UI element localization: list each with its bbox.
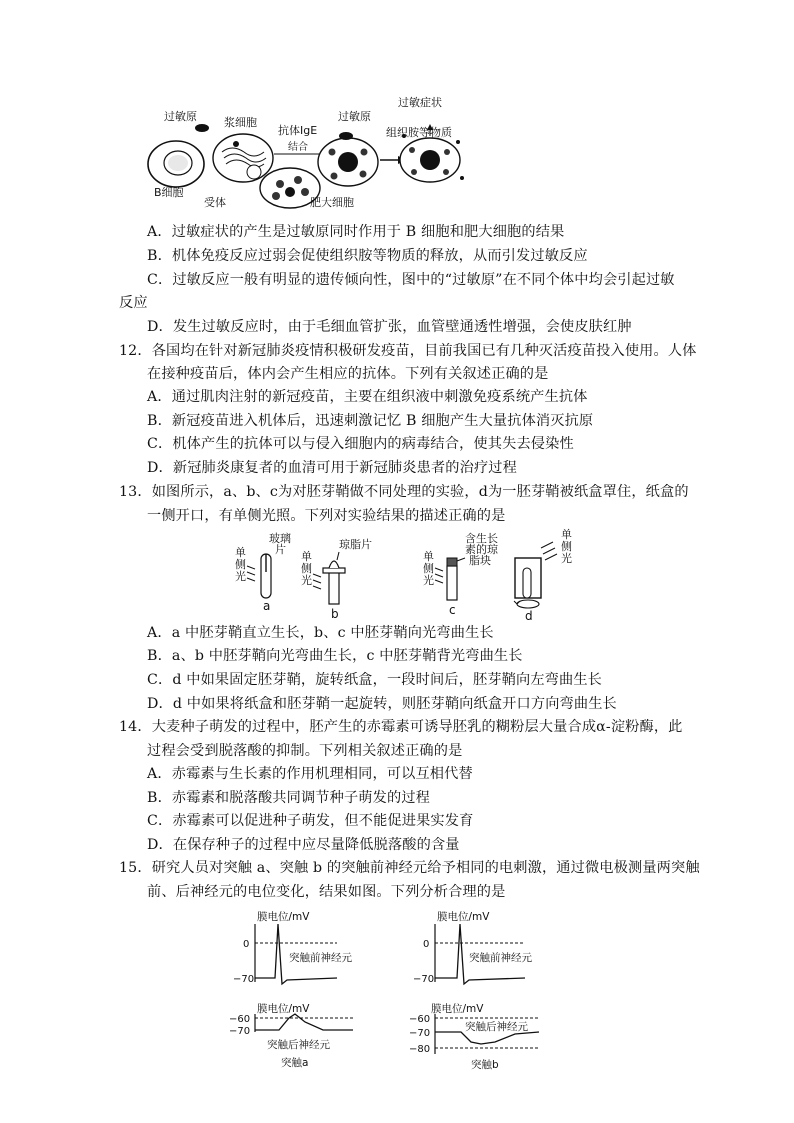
pre-label-b: 突触前神经元	[469, 952, 532, 964]
b-cell-drawing	[148, 141, 204, 187]
pre-label-a: 突触前神经元	[289, 952, 352, 964]
q13-stem-line2: 一侧开口，有单侧光照。下列对实验结果的描述正确的是	[147, 508, 506, 524]
histamine-label: 组织胺等物质	[386, 126, 452, 139]
q15-stem-line1: 15．研究人员对突触 a、突触 b 的突触前神经元给予相同的电刺激，通过微电极测量两突触	[119, 860, 700, 876]
q12-stem-line1: 12．各国均在针对新冠肺炎疫情积极研发疫苗，目前我国已有几种灭活疫苗投入使用。人体	[119, 343, 697, 359]
synapse-a-label: 突触a	[281, 1057, 309, 1069]
svg-text:玻璃片: 玻璃片	[269, 532, 291, 556]
agar-label: 琼脂片	[339, 538, 372, 551]
tick-0-a: 0	[243, 939, 250, 950]
synapse-a-post-plot	[229, 1002, 353, 1069]
ylabel-a-post: 膜电位/mV	[257, 1003, 310, 1015]
membrane-potential-figure	[225, 906, 565, 1076]
b-cell-label: B细胞	[154, 186, 184, 199]
allergy-mechanism-figure	[140, 92, 470, 214]
q12-stem-line2: 在接种疫苗后，体内会产生相应的抗体。下列有关叙述正确的是	[147, 366, 549, 382]
post-label-a: 突触后神经元	[267, 1039, 330, 1051]
q13-option-c: C．d 中如果固定胚芽鞘，旋转纸盒，一段时间后，胚芽鞘向左弯曲生长	[147, 672, 603, 688]
single-light-a: 单侧光	[235, 546, 246, 583]
q12-option-b: B．新冠疫苗进入机体后，迅速刺激记忆 B 细胞产生大量抗体消灭抗原	[147, 413, 594, 429]
label-a: a	[263, 599, 271, 613]
q11-option-b: B．机体免疫反应过弱会促使组织胺等物质的释放，从而引发过敏反应	[147, 248, 588, 264]
q12-option-a: A．通过肌肉注射的新冠疫苗，主要在组织液中刺激免疫系统产生抗体	[147, 389, 588, 405]
synapse-a-pre-plot	[233, 910, 352, 985]
single-light-c: 单侧光	[423, 550, 434, 587]
q12-option-c: C．机体产生的抗体可以与侵入细胞内的病毒结合，使其失去侵染性	[147, 436, 574, 452]
tick-0-b: 0	[423, 939, 430, 950]
receptor-label: 受体	[204, 196, 226, 209]
mast-cell-label: 肥大细胞	[310, 196, 354, 209]
q11-option-c: C．过敏反应一般有明显的遗传倾向性，图中的“过敏原”在不同个体中均会引起过敏	[147, 272, 675, 288]
auxin-agar-label: 含生长素的琼脂块	[465, 532, 498, 567]
q13-option-b: B．a、b 中胚芽鞘向光弯曲生长，c 中胚芽鞘背光弯曲生长	[147, 648, 523, 664]
q11-option-a: A．过敏症状的产生是过敏原同时作用于 B 细胞和肥大细胞的结果	[147, 224, 565, 240]
tick-m60-b: −60	[409, 1014, 431, 1025]
tick-m70-b-post: −70	[409, 1028, 431, 1039]
q14-stem-line2: 过程会受到脱落酸的抑制。下列相关叙述正确的是	[147, 743, 463, 759]
plasma-cell-drawing	[213, 134, 273, 182]
allergen-label-left: 过敏原	[164, 110, 197, 123]
q11-option-c-wrap: 反应	[119, 295, 148, 311]
q15-stem-line2: 前、后神经元的电位变化，结果如图。下列分析合理的是	[147, 884, 506, 900]
synapse-b-pre-plot	[413, 910, 532, 985]
tick-m70-b: −70	[413, 974, 435, 985]
degranulating-cell-drawing	[400, 134, 464, 182]
q14-stem-line1: 14．大麦种子萌发的过程中，胚产生的赤霉素可诱导胚乳的糊粉层大量合成α-淀粉酶，此	[119, 719, 683, 735]
q14-option-a: A．赤霉素与生长素的作用机理相同，可以互相代替	[147, 766, 473, 782]
allergen-label-right: 过敏原	[338, 110, 371, 123]
synapse-b-post-plot	[409, 1002, 539, 1071]
q13-option-a: A．a 中胚芽鞘直立生长，b、c 中胚芽鞘向光弯曲生长	[147, 625, 494, 641]
tick-m70-a: −70	[233, 974, 255, 985]
tick-m80-b: −80	[409, 1044, 431, 1055]
bound-mast-cell-drawing	[318, 132, 378, 186]
q14-option-b: B．赤霉素和脱落酸共同调节种子萌发的过程	[147, 790, 430, 806]
ylabel-b-pre: 膜电位/mV	[437, 911, 490, 923]
coleoptile-experiment-figure	[225, 528, 585, 624]
label-d: d	[525, 609, 533, 623]
single-light-d: 单侧光	[561, 528, 572, 565]
synapse-b-label: 突触b	[471, 1059, 499, 1071]
q12-option-d: D．新冠肺炎康复者的血清可用于新冠肺炎患者的治疗过程	[147, 460, 517, 476]
q13-stem-line1: 13．如图所示，a、b、c为对胚芽鞘做不同处理的实验，d为一胚芽鞘被纸盒罩住，纸盒的	[119, 484, 689, 500]
q13-option-d: D．d 中如果将纸盒和胚芽鞘一起旋转，则胚芽鞘向纸盒开口方向弯曲生长	[147, 696, 617, 712]
single-light-b: 单侧光	[301, 550, 312, 587]
tick-m60-a: −60	[229, 1014, 251, 1025]
plasma-cell-label: 浆细胞	[224, 116, 257, 129]
antibody-ige-label: 抗体IgE	[278, 124, 318, 137]
post-label-b: 突触后神经元	[465, 1021, 528, 1033]
symptoms-label: 过敏症状	[398, 96, 442, 109]
q14-option-d: D．在保存种子的过程中应尽量降低脱落酸的含量	[147, 837, 460, 853]
label-b: b	[331, 607, 339, 621]
q11-option-d: D．发生过敏反应时，由于毛细血管扩张，血管壁通透性增强，会使皮肤红肿	[147, 319, 632, 335]
q14-option-c: C．赤霉素可以促进种子萌发，但不能促进果实发育	[147, 813, 474, 829]
ylabel-a-pre: 膜电位/mV	[257, 911, 310, 923]
label-c: c	[449, 603, 456, 617]
bind-label: 结合	[288, 142, 308, 153]
ylabel-b-post: 膜电位/mV	[431, 1003, 484, 1015]
tick-m70-a-post: −70	[229, 1026, 251, 1037]
